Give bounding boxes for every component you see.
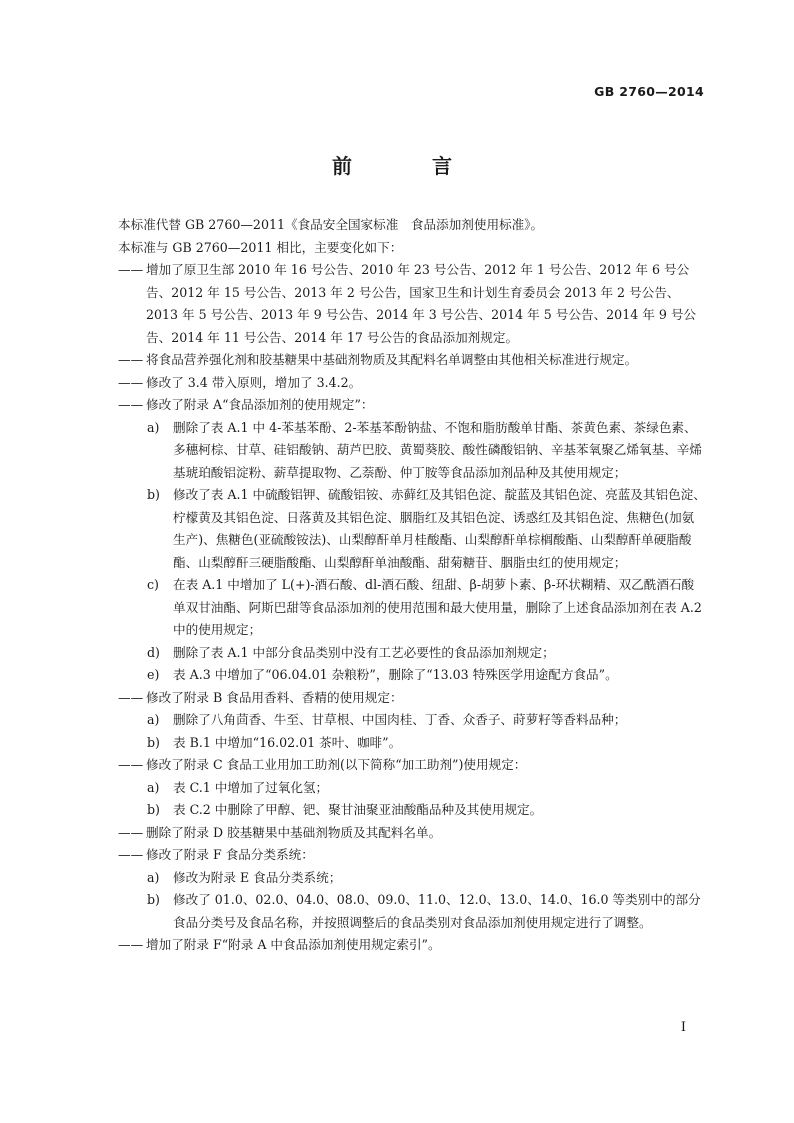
dash-mark: —— (118, 262, 144, 277)
change-item-text: 修改了附录 F 食品分类系统： (146, 847, 314, 862)
sub-item (118, 664, 706, 687)
intro-paragraph: 本标准代替 GB 2760—2011《食品安全国家标准 食品添加剂使用标准》。 (118, 217, 544, 232)
change-item-text: 删除了附录 D 胶基糖果中基础剂物质及其配料名单。 (146, 824, 442, 840)
dash-mark: —— (118, 352, 144, 367)
change-item (118, 394, 706, 417)
dash-mark: —— (118, 757, 144, 772)
change-item (118, 844, 706, 867)
sub-item (118, 889, 706, 934)
change-item-text: 增加了附录 F“附录 A 中食品添加剂使用规定索引”。 (146, 937, 441, 952)
sub-item (118, 574, 706, 642)
change-item-text: 增加了原卫生部 2010 年 16 号公告、2010 年 23 号公告、2012 年 1 号公告、2012 年 6 号公告、2012 年 15 号公告、2013 年 2 号公告，国家卫生和计划生育委员会 2013 年 2 号公告、2013 年 5 号公告、2013 年 9 号公告、2014 年 3 号公告、2014 年 5 号公告、2014 年 9 号公告、2014 年 11 号公告、2014 年 17 号公告的食品添加剂规定。 (146, 262, 697, 345)
sub-item-text: 删除了表 A.1 中部分食品类别中没有工艺必要性的食品添加剂规定； (173, 644, 555, 660)
sub-item-text: 删除了八角茴香、牛至、甘草根、中国肉桂、丁香、众香子、莳萝籽等香料品种； (173, 712, 627, 727)
change-item (118, 687, 706, 710)
change-item-text: 修改了附录 B 食品用香料、香精的使用规定： (146, 689, 403, 705)
sub-item-text: 表 C.2 中删除了甲醇、钯、聚甘油聚亚油酸酯品种及其使用规定。 (173, 802, 543, 817)
sub-item-text: 表 C.1 中增加了过氧化氢； (173, 779, 329, 795)
page-title: 前 言 (332, 154, 482, 178)
sub-item (118, 732, 706, 755)
change-item (118, 372, 706, 395)
sub-item (118, 484, 706, 574)
sub-item-mark: a) (147, 712, 160, 727)
sub-item-mark: c) (147, 577, 159, 592)
change-item (118, 349, 706, 372)
sub-item-text: 删除了表 A.1 中 4-苯基苯酚、2-苯基苯酚钠盐、不饱和脂肪酸单甘酯、茶黄色素、茶绿色素、多穗柯棕、甘草、硅铝酸钠、葫芦巴胶、黄蜀葵胶、酸性磷酸铝钠、辛基苯氧聚乙烯氧基、辛烯基琥珀酸铝淀粉、薪草提取物、乙萘酚、仲丁胺等食品添加剂品种及其使用规定； (173, 419, 702, 480)
change-item-text: 修改了 3.4 带入原则，增加了 3.4.2。 (146, 374, 362, 390)
sub-item-text: 表 A.3 中增加了“06.04.01 杂粮粉”，删除了“13.03 特殊医学用途配方食品”。 (173, 667, 618, 682)
intro-paragraph: 本标准与 GB 2760—2011 相比，主要变化如下： (118, 239, 403, 255)
sub-item-mark: b) (147, 802, 160, 817)
sub-item (118, 709, 706, 732)
change-item-text: 修改了附录 C 食品工业用加工助剂(以下简称“加工助剂”)使用规定： (146, 757, 527, 772)
sub-item (118, 867, 706, 890)
dash-mark: —— (118, 937, 144, 952)
dash-mark: —— (118, 397, 144, 412)
sub-item-mark: b) (147, 487, 160, 502)
change-item-text: 修改了附录 A“食品添加剂的使用规定”： (146, 397, 374, 412)
sub-item (118, 799, 706, 822)
dash-mark: —— (118, 374, 144, 390)
sub-item-mark: a) (147, 869, 160, 885)
dash-mark: —— (118, 847, 144, 862)
change-item (118, 934, 706, 957)
page-number: I (680, 1020, 686, 1035)
sub-item-text: 修改了 01.0、02.0、04.0、08.0、09.0、11.0、12.0、13.0、14.0、16.0 等类别中的部分食品分类号及食品名称，并按照调整后的食品类别对食品添加剂使用规定进行了调整。 (173, 892, 701, 930)
change-item (118, 754, 706, 777)
sub-item (118, 642, 706, 665)
standard-code: GB 2760—2014 (594, 84, 704, 99)
sub-item-mark: e) (147, 667, 160, 682)
sub-item-mark: a) (147, 779, 160, 795)
sub-item-text: 在表 A.1 中增加了 L(+)-酒石酸、dl-酒石酸、纽甜、β-胡萝卜素、β-环状糊精、双乙酰酒石酸单双甘油酯、阿斯巴甜等食品添加剂的使用范围和最大使用量，删除了上述食品添加剂在表 A.2 中的使用规定； (173, 577, 702, 637)
sub-item-mark: b) (147, 892, 160, 907)
sub-item (118, 417, 706, 485)
sub-item-text: 修改了表 A.1 中硫酸铝钾、硫酸铝铵、赤藓红及其铝色淀、靛蓝及其铝色淀、亮蓝及其铝色淀、柠檬黄及其铝色淀、日落黄及其铝色淀、胭脂红及其铝色淀、诱惑红及其铝色淀、焦糖色(加氨生产)、焦糖色(亚硫酸铵法)、山梨醇酐单月桂酸酯、山梨醇酐单棕榈酸酯、山梨醇酐单硬脂酸酯、山梨醇酐三硬脂酸酯、山梨醇酐单油酸酯、甜菊糖苷、胭脂虫红的使用规定； (173, 487, 706, 570)
dash-mark: —— (118, 689, 144, 705)
change-item (118, 822, 706, 845)
sub-item-text: 表 B.1 中增加“16.02.01 茶叶、咖啡”。 (173, 734, 402, 750)
sub-item-mark: b) (147, 734, 160, 750)
foreword-body (118, 214, 706, 957)
sub-item-text: 修改为附录 E 食品分类系统； (173, 869, 342, 885)
change-item-text: 将食品营养强化剂和胶基糖果中基础剂物质及其配料名单调整由其他相关标准进行规定。 (146, 352, 638, 367)
sub-item (118, 777, 706, 800)
sub-item-mark: d) (147, 644, 160, 660)
dash-mark: —— (118, 824, 144, 840)
sub-item-mark: a) (147, 419, 160, 435)
change-item (118, 259, 706, 349)
